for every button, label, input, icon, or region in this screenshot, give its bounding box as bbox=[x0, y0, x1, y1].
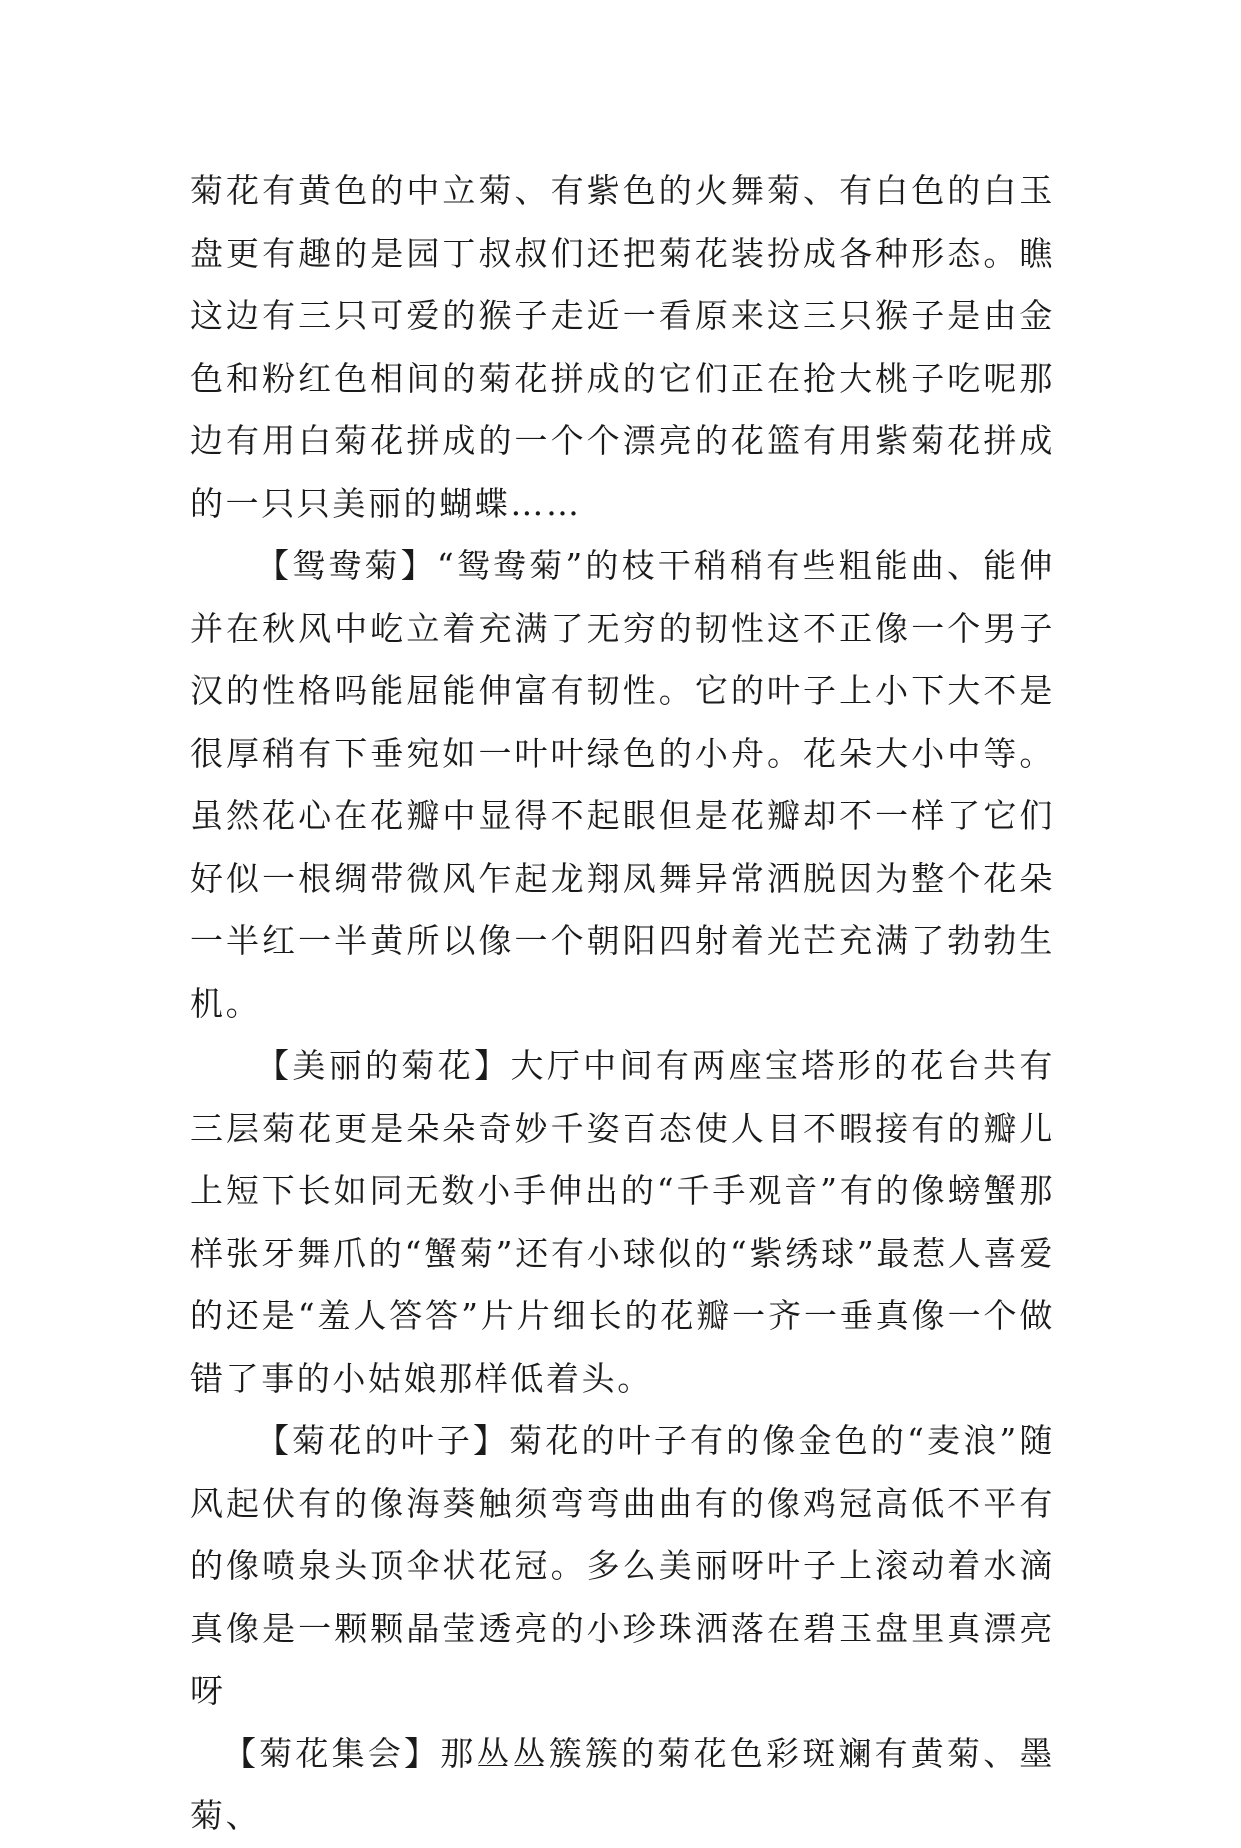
paragraph-chrysanthemum-gathering: 【菊花集会】那丛丛簇簇的菊花色彩斑斓有黄菊、墨菊、 bbox=[190, 1733, 1055, 1835]
paragraph-intro: 菊花有黄色的中立菊、有紫色的火舞菊、有白色的白玉盘更有趣的是园丁叔叔们还把菊花装扮成各种形态。瞧这边有三只可爱的猴子走近一看原来这三只猴子是由金色和粉红色相间的菊花拼成的它们正在抢大桃子吃呢那边有用白菊花拼成的一个个漂亮的花篮有用紫菊花拼成的一只只美丽的蝴蝶…… bbox=[190, 171, 1055, 523]
paragraph-chrysanthemum-leaves: 【菊花的叶子】菊花的叶子有的像金色的“麦浪”随风起伏有的像海葵触须弯弯曲曲有的像鸡冠高低不平有的像喷泉头顶伞状花冠。多么美丽呀叶子上滚动着水滴真像是一颗颗晶莹透亮的小珍珠洒落在碧玉盘里真漂亮呀 bbox=[190, 1421, 1055, 1710]
document-page bbox=[190, 160, 1055, 1848]
paragraph-yuanyang-ju: 【鸳鸯菊】“鸳鸯菊”的枝干稍稍有些粗能曲、能伸并在秋风中屹立着充满了无穷的韧性这不正像一个男子汉的性格吗能屈能伸富有韧性。它的叶子上小下大不是很厚稍有下垂宛如一叶叶绿色的小舟。花朵大小中等。虽然花心在花瓣中显得不起眼但是花瓣却不一样了它们好似一根绸带微风乍起龙翔凤舞异常洒脱因为整个花朵一半红一半黄所以像一个朝阳四射着光芒充满了勃勃生机。 bbox=[190, 546, 1055, 1023]
paragraph-beautiful-chrysanthemum: 【美丽的菊花】大厅中间有两座宝塔形的花台共有三层菊花更是朵朵奇妙千姿百态使人目不暇接有的瓣儿上短下长如同无数小手伸出的“千手观音”有的像螃蟹那样张牙舞爪的“蟹菊”还有小球似的“紫绣球”最惹人喜爱的还是“羞人答答”片片细长的花瓣一齐一垂真像一个做错了事的小姑娘那样低着头。 bbox=[190, 1046, 1055, 1398]
